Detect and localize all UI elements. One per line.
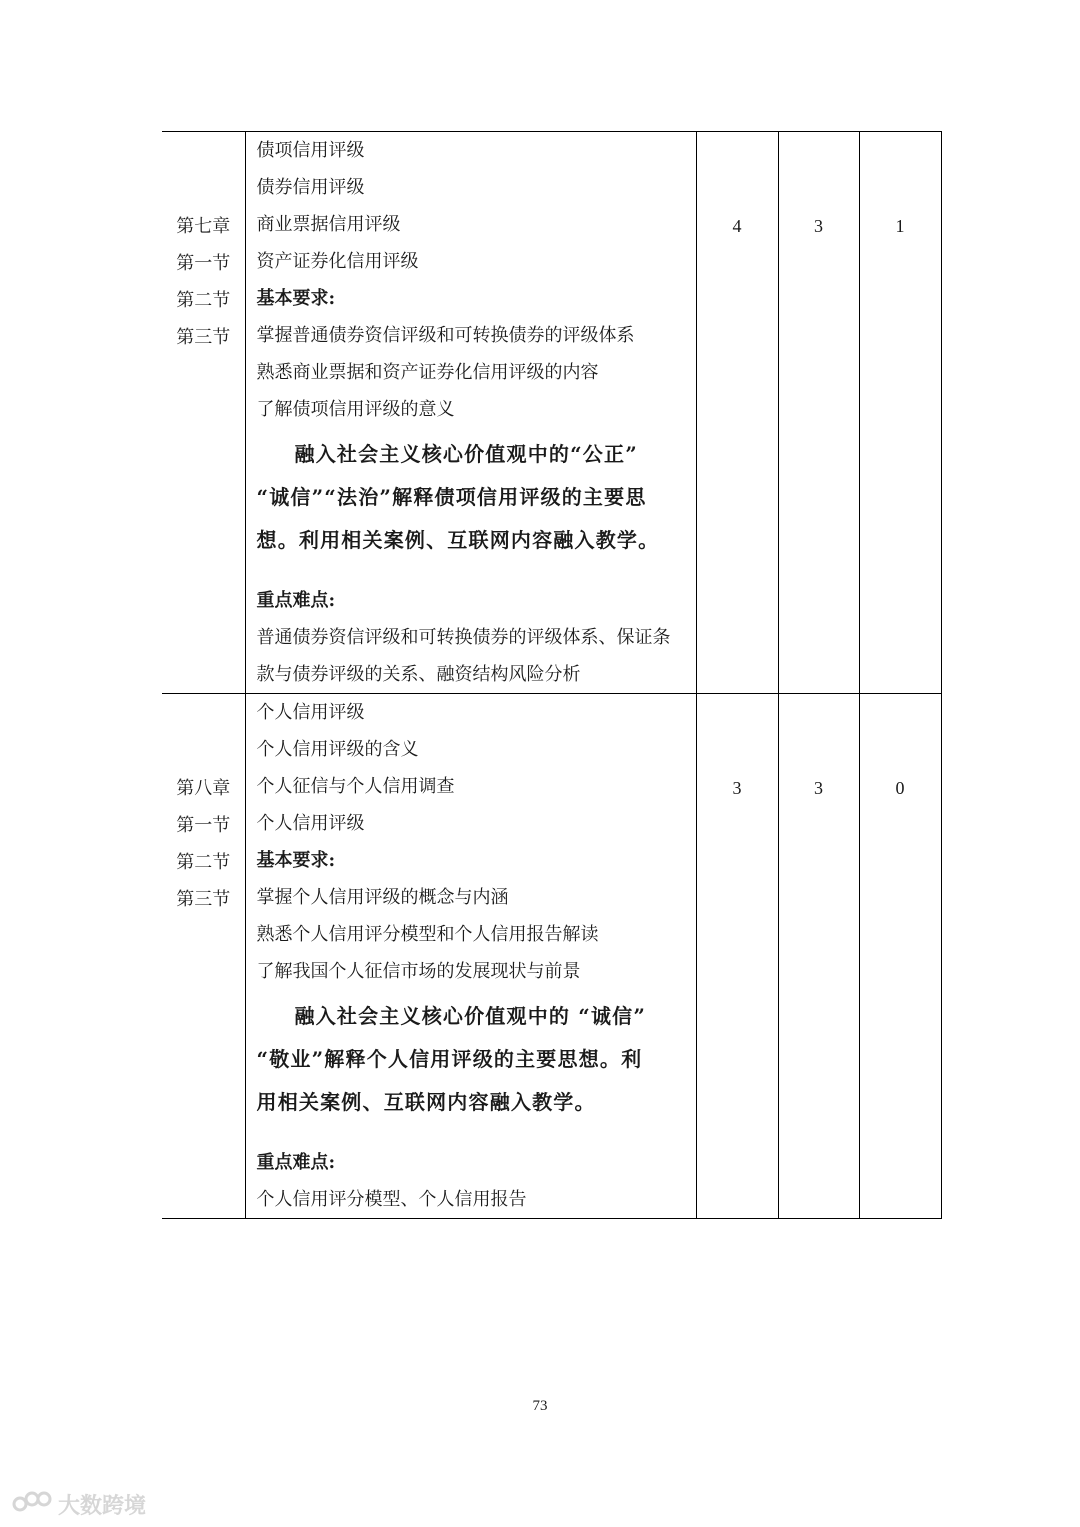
section-title: 第一节 [176, 253, 231, 274]
topic-item: 个人征信与个人信用调查 [256, 776, 455, 797]
section-title: 第二节 [176, 852, 231, 873]
requirement-item: 熟悉商业票据和资产证券化信用评级的内容 [256, 362, 599, 383]
syllabus-table [162, 131, 942, 1219]
topic-item: 债项信用评级 [256, 140, 365, 161]
hours-practice: 1 [895, 216, 905, 236]
hours-theory: 3 [814, 778, 823, 798]
section-title: 第二节 [176, 290, 231, 311]
ideology-text: 想。利用相关案例、互联网内容融入教学。 [256, 528, 660, 552]
hours-total-cell [696, 132, 778, 694]
requirement-item: 掌握个人信用评级的概念与内涵 [256, 887, 509, 908]
requirement-item: 了解债项信用评级的意义 [256, 399, 455, 420]
chapter-title: 第七章 [176, 216, 231, 237]
hours-practice-cell [859, 132, 941, 694]
ideology-text: 用相关案例、互联网内容融入教学。 [256, 1090, 596, 1114]
keypoints-label: 重点难点: [256, 1152, 336, 1173]
topic-item: 个人信用评级的含义 [256, 739, 419, 760]
table-row [162, 694, 941, 1219]
requirement-item: 了解我国个人征信市场的发展现状与前景 [256, 961, 581, 982]
section-title: 第一节 [176, 815, 231, 836]
hours-theory-cell [778, 694, 859, 1219]
page-number: 73 [532, 1398, 548, 1414]
topic-item: 商业票据信用评级 [256, 214, 401, 235]
topic-item: 个人信用评级 [256, 813, 365, 834]
hours-total-cell [696, 694, 778, 1219]
hours-total: 3 [732, 778, 742, 798]
requirement-item: 掌握普通债券资信评级和可转换债券的评级体系 [256, 325, 635, 346]
keypoint-item: 普通债券资信评级和可转换债券的评级体系、保证条 [256, 627, 671, 648]
content-cell [245, 132, 696, 694]
requirements-label: 基本要求: [256, 850, 336, 871]
watermark [12, 1488, 146, 1520]
hours-total: 4 [732, 216, 742, 236]
keypoints-label: 重点难点: [256, 590, 336, 611]
table-row [162, 132, 941, 694]
hours-practice-cell [859, 694, 941, 1219]
ideology-text: 融入社会主义核心价值观中的“公正” [294, 442, 638, 466]
keypoint-item: 款与债券评级的关系、融资结构风险分析 [256, 664, 581, 685]
topic-item: 资产证券化信用评级 [256, 251, 419, 272]
topic-item: 个人信用评级 [256, 702, 365, 723]
keypoint-item: 个人信用评分模型、个人信用报告 [256, 1189, 527, 1210]
ideology-text: 融入社会主义核心价值观中的 “诚信” [294, 1004, 647, 1028]
watermark-text: 大数跨境 [58, 1493, 147, 1519]
hours-theory: 3 [814, 216, 823, 236]
dashuju-logo-icon [12, 1488, 52, 1520]
chapter-title: 第八章 [176, 778, 231, 799]
section-title: 第三节 [176, 327, 231, 348]
hours-practice: 0 [895, 778, 905, 798]
hours-theory-cell [778, 132, 859, 694]
requirement-item: 熟悉个人信用评分模型和个人信用报告解读 [256, 924, 599, 945]
ideology-text: “敬业”解释个人信用评级的主要思想。利 [256, 1047, 643, 1071]
content-cell [245, 694, 696, 1219]
chapter-cell [162, 694, 245, 1219]
ideology-text: “诚信”“法治”解释债项信用评级的主要思 [256, 485, 647, 509]
requirements-label: 基本要求: [256, 288, 336, 309]
section-title: 第三节 [176, 889, 231, 910]
topic-item: 债券信用评级 [256, 177, 365, 198]
chapter-cell [162, 132, 245, 694]
